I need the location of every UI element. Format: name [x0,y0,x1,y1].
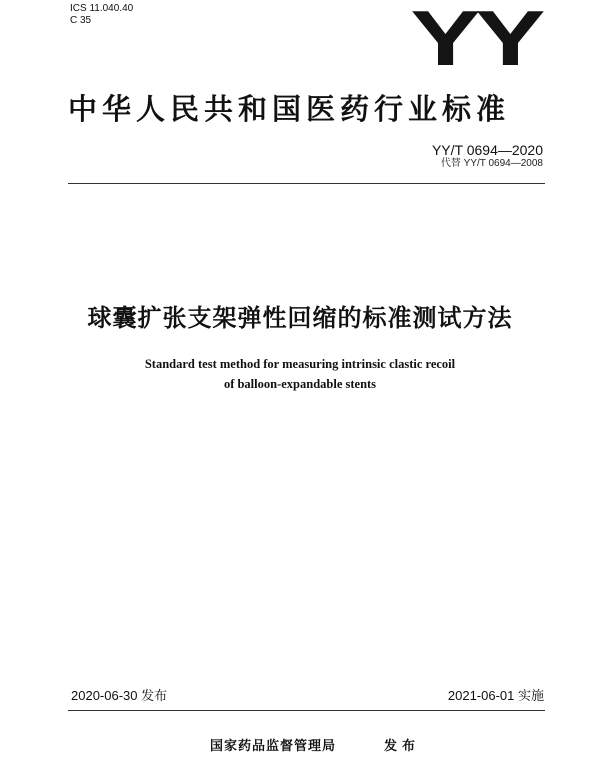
issue-date: 2020-06-30 发布 [71,688,168,703]
implementation-date: 2021-06-01 实施 [447,688,544,703]
standard-type-title: 中华人民共和国医药行业标准 [68,92,511,126]
ccs-code: C 35 [70,15,92,26]
chinese-title: 球囊扩张支架弹性回缩的标准测试方法 [87,304,513,332]
ics-code: ICS 11.040.40 [70,3,134,14]
bottom-divider [68,710,545,711]
issued-label: 发布 [384,739,421,754]
top-divider [68,183,545,184]
standard-code: YY/T 0694—2020 [431,142,543,158]
issuing-authority: 国家药品监督管理局 [210,739,337,754]
english-title-line-2: of balloon-expandable stents [223,377,377,391]
english-title-line-1: Standard test method for measuring intrinsic clastic recoil [144,357,456,371]
replaces-note: 代替 YY/T 0694—2008 [440,158,543,169]
yy-logo: YY [410,0,540,82]
